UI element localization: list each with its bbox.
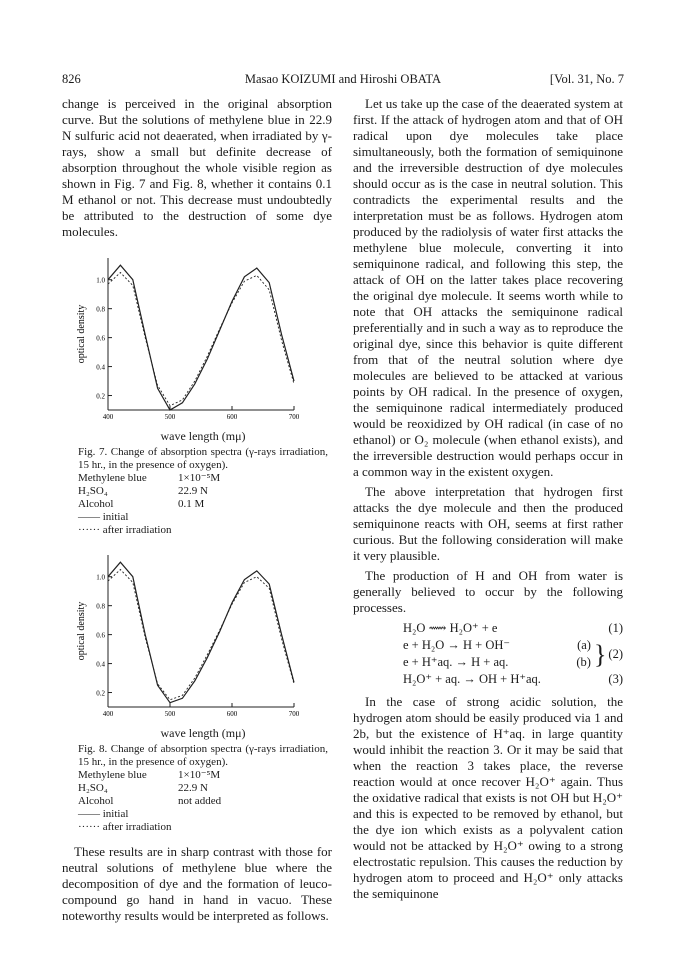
running-authors: Masao KOIZUMI and Hiroshi OBATA [244,72,442,86]
figure-7-caption: Fig. 7. Change of absorption spectra (γ-rays irradiation, 15 hr., in the presence of oxygen). [78,446,328,471]
y-tick-label: 1.0 [96,573,105,582]
equation-tag: (b) [576,655,591,669]
figure-8-caption: Fig. 8. Change of absorption spectra (γ-rays irradiation, 15 hr., in the presence of oxygen). [78,743,328,768]
equation-number: (2) [608,646,623,661]
x-tick-label: 500 [164,413,176,421]
condition-label: Alcohol [78,498,114,510]
legend-after: ······ after irradiation [78,524,172,536]
condition-label: H₂SO₄ [78,782,108,794]
condition-value: 0.1 M [178,498,205,510]
equation-2b [403,654,591,671]
equation-tag: (a) [577,638,591,652]
equation-3 [353,671,623,688]
y-tick-label: 0.6 [96,631,105,640]
figure-7-caption-block [78,430,328,537]
y-tick-label: 0.8 [96,305,105,314]
equation-2a [403,637,591,654]
legend-initial: —— initial [78,511,129,523]
y-tick-label: 0.4 [96,363,105,372]
figure-8-caption-block [78,727,328,834]
figure-7-xlabel: wave length (mμ) [160,429,246,443]
equation-1 [353,620,623,637]
left-column [62,96,332,928]
y-tick-label: 0.2 [96,392,105,401]
figure-8-conditions [78,769,328,808]
equation-number: (3) [608,672,623,686]
x-tick-label: 700 [288,710,300,718]
paragraph: The above interpretation that hydrogen first attacks the dye molecule and then the produced semiquinone reacts with OH, seems at first rather curious. But the following consideration will make it very plausible. [353,484,623,563]
equation-text: e + H₂O → H + OH⁻ [403,638,510,652]
legend-initial: —— initial [78,808,129,820]
x-tick-label: 700 [288,413,300,421]
paragraph: In the case of strong acidic solution, the hydrogen atom should be easily produced via 1 and 2b, but the existence of H⁺aq. in large quantity would inhibit the reaction 3. Or it may be said that when the reaction 3 takes place, the reverse reaction would at once recover H₂O⁺ again. Thus the oxidative radical that exists is not OH but H₂O⁺ and this is expected to be removed by ethanol, but the dye ion which exists as a polyvalent cation would not be attacked by H₂O⁺ owing to a strong electrostatic repulsion. This causes the reduction by hydrogen atom to proceed and H₂O⁺ only attacks the semiquinone [353,694,623,901]
equation-text: e + H⁺aq. → H + aq. [403,655,509,669]
equation-text: H₂O⁺ + aq. → OH + H⁺aq. [403,672,541,686]
figure-8-chart [62,547,332,725]
condition-value: not added [178,795,222,807]
brace: } [593,639,607,669]
equation-text: H₂O ⟿ H₂O⁺ + e [403,621,498,635]
series-line-initial [108,265,294,410]
equation-number: (1) [608,621,623,635]
paragraph: Let us take up the case of the deaerated system at first. If the attack of hydrogen atom and that of OH radical upon dye molecules take place simultaneously, both the formation of semiquinone and the irreversible destruction of dye molecules should occur as is the case in neutral solution. This contradicts the experimental results and the interpretation must be as follows. Hydrogen atom produced by the radiolysis of water first attacks the methylene blue molecule, converting it into semiquinone radical, and following this step, the attack of OH on the latter takes place recovering the original dye molecule. It seems worth while to note that OH attacks the semiquinone radical preferentially and in such a way as to reproduce the original dye, since this behavior is quite different from that of the neutral solution where dye molecules are believed to be attacked at various points by OH radical. In the presence of oxygen, the semiquinone radical intermediately produced would be reoxidized by OH radical (in case of no ethanol) or O₂ molecule (when ethanol exists), and the irreversible destruction would perhaps occur in a common way in the existent oxygen. [353,96,623,479]
condition-label: H₂SO₄ [78,485,108,497]
condition-label: Methylene blue [78,769,147,781]
y-tick-label: 0.2 [96,689,105,698]
y-tick-label: 1.0 [96,276,105,285]
paragraph: These results are in sharp contrast with those for neutral solutions of methylene blue where the decomposition of dye and the formation of leuco-compound go hand in hand in vacuo. These noteworthy results would be interpreted as follows. [62,844,332,923]
x-tick-label: 600 [226,710,238,718]
y-axis-label: optical density [76,601,87,661]
y-axis-label: optical density [76,304,87,364]
y-tick-label: 0.6 [96,334,105,343]
condition-value: 22.9 N [178,782,208,794]
volume-label: [Vol. 31, No. 7 [549,72,624,86]
condition-label: Methylene blue [78,472,147,484]
condition-label: Alcohol [78,795,114,807]
condition-value: 1×10⁻⁵M [178,769,221,781]
page-header [62,72,624,90]
y-tick-label: 0.4 [96,660,105,669]
x-tick-label: 600 [226,413,238,421]
series-line-initial [108,562,294,703]
figure-8 [62,547,332,834]
paragraph: change is perceived in the original absorption curve. But the solutions of methylene blue in 22.9 N sulfuric acid not deaerated, when irradiated by γ-rays, show a small but definite decrease of absorption throughout the whole visible region as shown in Fig. 7 and Fig. 8, whether it contains 0.1 M ethanol or not. This decrease must undoubtedly be attributed to the destruction of some dye molecules. [62,96,332,239]
equation-2 [353,637,623,671]
page-number: 826 [62,72,81,86]
legend-after: ······ after irradiation [78,821,172,833]
x-tick-label: 500 [164,710,176,718]
x-tick-label: 400 [102,413,114,421]
figure-7-chart [62,250,332,428]
paragraph: The production of H and OH from water is generally believed to occur by the following processes. [353,568,623,615]
condition-value: 22.9 N [178,485,208,497]
condition-value: 1×10⁻⁵M [178,472,221,484]
equation-block [353,620,623,688]
y-tick-label: 0.8 [96,602,105,611]
x-tick-label: 400 [102,710,114,718]
figure-7-conditions [78,472,328,511]
figure-8-xlabel: wave length (mμ) [160,726,246,740]
figure-7 [62,250,332,537]
right-column [353,96,623,906]
